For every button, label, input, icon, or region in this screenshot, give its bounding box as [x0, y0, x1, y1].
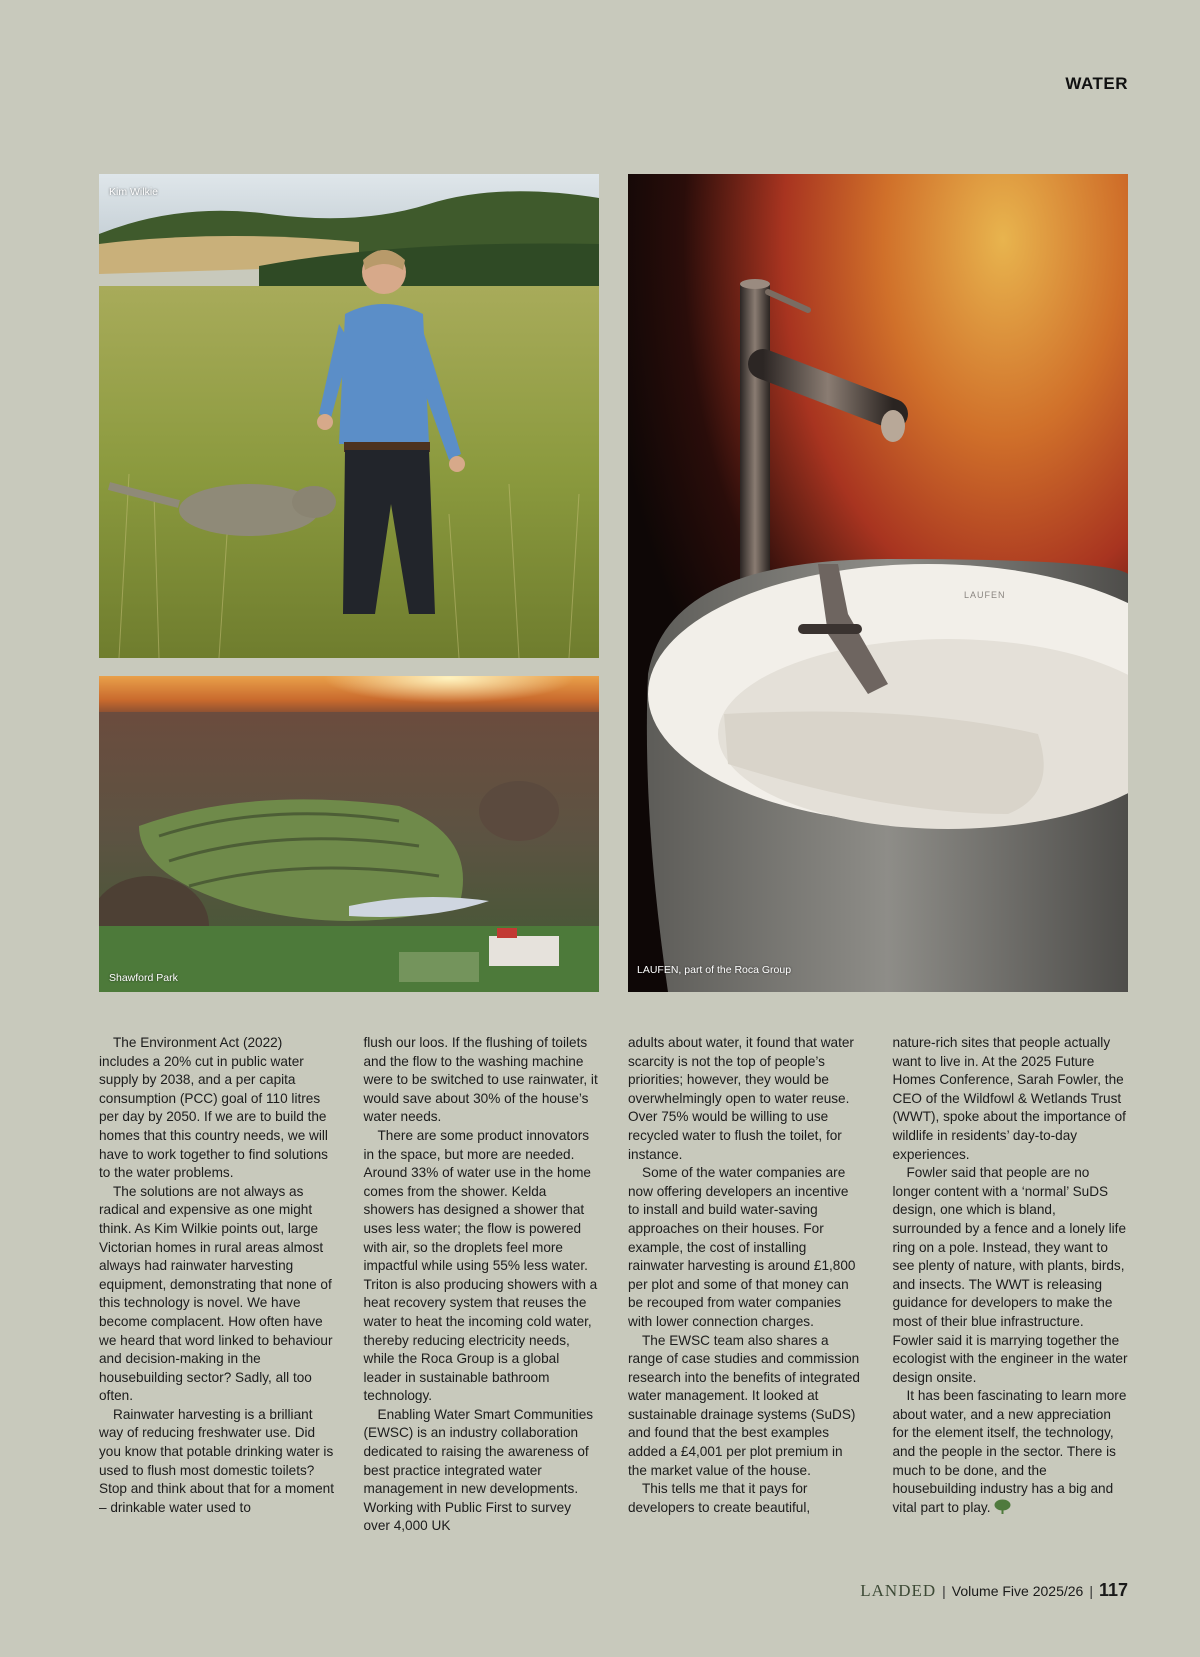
- footer-separator: |: [942, 1583, 946, 1599]
- article-body: [99, 1034, 1128, 1558]
- tree-icon: [994, 1499, 1011, 1514]
- photo-kim-wilkie: [99, 174, 599, 658]
- footer-separator: |: [1089, 1583, 1093, 1599]
- paragraph: Fowler said that people are no longer content with a ‘normal’ SuDS design, one which is bland, surrounded by a fence and a lonely life ring on a pole. Instead, they want to see plenty of nature, with plants, birds, and insects. The WWT is releasing guidance for developers to make the most of their blue infrastructure. Fowler said it is marrying together the ecologist with the engineer in the water design onsite.: [892, 1165, 1128, 1385]
- paragraph-continued: flush our loos. If the flushing of toilets and the flow to the washing machine were to be switched to use rainwater, it would save about 30% of the house’s water needs.: [363, 1035, 598, 1125]
- paragraph: This tells me that it pays for developers to create beautiful,: [628, 1481, 811, 1515]
- paragraph: Rainwater harvesting is a brilliant way of reducing freshwater use. Did you know that potable drinking water is used to flush most domestic toilets? Stop and think about that for a moment – drinkable water used to: [99, 1406, 335, 1515]
- text-column-3: [628, 1034, 864, 1558]
- paragraph-final: [893, 1387, 1129, 1517]
- text-column-4: [893, 1034, 1129, 1558]
- magazine-brand: LANDED: [860, 1581, 937, 1600]
- paragraph-continued: adults about water, it found that water scarcity is not the top of people’s priorities; however, they would be overwhelmingly open to water reuse. Over 75% would be willing to use recycled water to flush the toilet, for instance.: [628, 1035, 854, 1162]
- text-column-1: [99, 1034, 335, 1558]
- photo-shawford-park-image: [99, 676, 599, 992]
- paragraph: The solutions are not always as radical and expensive as one might think. As Kim Wilkie points out, large Victorian homes in rural areas almost always had rainwater harvesting equipment, demonstrating that none of this technology is novel. We have become complacent. How often have we heard that word linked to behaviour and decision-making in the housebuilding sector? Sadly, all too often.: [99, 1183, 333, 1404]
- photo-caption-kim: Kim Wilkie: [109, 186, 158, 198]
- laufen-logo: LAUFEN: [964, 590, 1006, 600]
- page-number: 117: [1098, 1580, 1128, 1600]
- paragraph: Enabling Water Smart Communities (EWSC) is an industry collaboration dedicated to raising the awareness of best practice integrated water management in new developments. Working with Public First to survey over 4,000 UK: [363, 1406, 594, 1534]
- paragraph-continued: nature-rich sites that people actually want to live in. At the 2025 Future Homes Conference, Sarah Fowler, the CEO of the Wildfowl & Wetlands Trust (WWT), spoke about the importance of wildlife in residents’ day-to-day experiences.: [892, 1035, 1126, 1162]
- photo-caption-basin: LAUFEN, part of the Roca Group: [637, 964, 792, 976]
- photo-laufen-basin-image: [628, 174, 1128, 992]
- section-title: WATER: [1065, 74, 1128, 93]
- paragraph-final-text: It has been fascinating to learn more about water, and a new appreciation for the element itself, the technology, and the people in the sector. There is much to be done, and the housebuilding industry has a big and vital part to play.: [892, 1388, 1127, 1515]
- photo-shawford-park: [99, 676, 599, 992]
- page-footer: [860, 1580, 1128, 1601]
- text-column-2: [364, 1034, 600, 1558]
- photo-kim-wilkie-image: [99, 174, 599, 658]
- paragraph: There are some product innovators in the space, but more are needed. Around 33% of water use in the home comes from the shower. Kelda showers has designed a shower that uses less water; the flow is powered with air, so the droplets feel more impactful while using 55% less water. Triton is also producing showers with a heat recovery system that reuses the water to heat the incoming cold water, thereby reducing electricity needs, while the Roca Group is a global leader in sustainable bathroom technology.: [363, 1127, 598, 1404]
- volume-label: Volume Five 2025/26: [951, 1583, 1084, 1599]
- paragraph: Some of the water companies are now offering developers an incentive to install and build water-saving approaches on their houses. For example, the cost of installing rainwater harvesting is around £1,800 per plot and some of that money can be recouped from water companies with lower connection charges.: [628, 1165, 856, 1329]
- paragraph: The EWSC team also shares a range of case studies and commission research into the benefits of integrated water management. It looked at sustainable drainage systems (SuDS) and found that the best examples added a £4,001 per plot premium in the market value of the house.: [628, 1332, 860, 1478]
- photo-laufen-basin: [628, 174, 1128, 992]
- paragraph: The Environment Act (2022) includes a 20% cut in public water supply by 2038, and a per capita consumption (PCC) goal of 110 litres per day by 2050. If we are to build the homes that this country needs, we will have to work together to find solutions to the water problems.: [99, 1035, 328, 1181]
- photo-caption-park: Shawford Park: [109, 972, 178, 984]
